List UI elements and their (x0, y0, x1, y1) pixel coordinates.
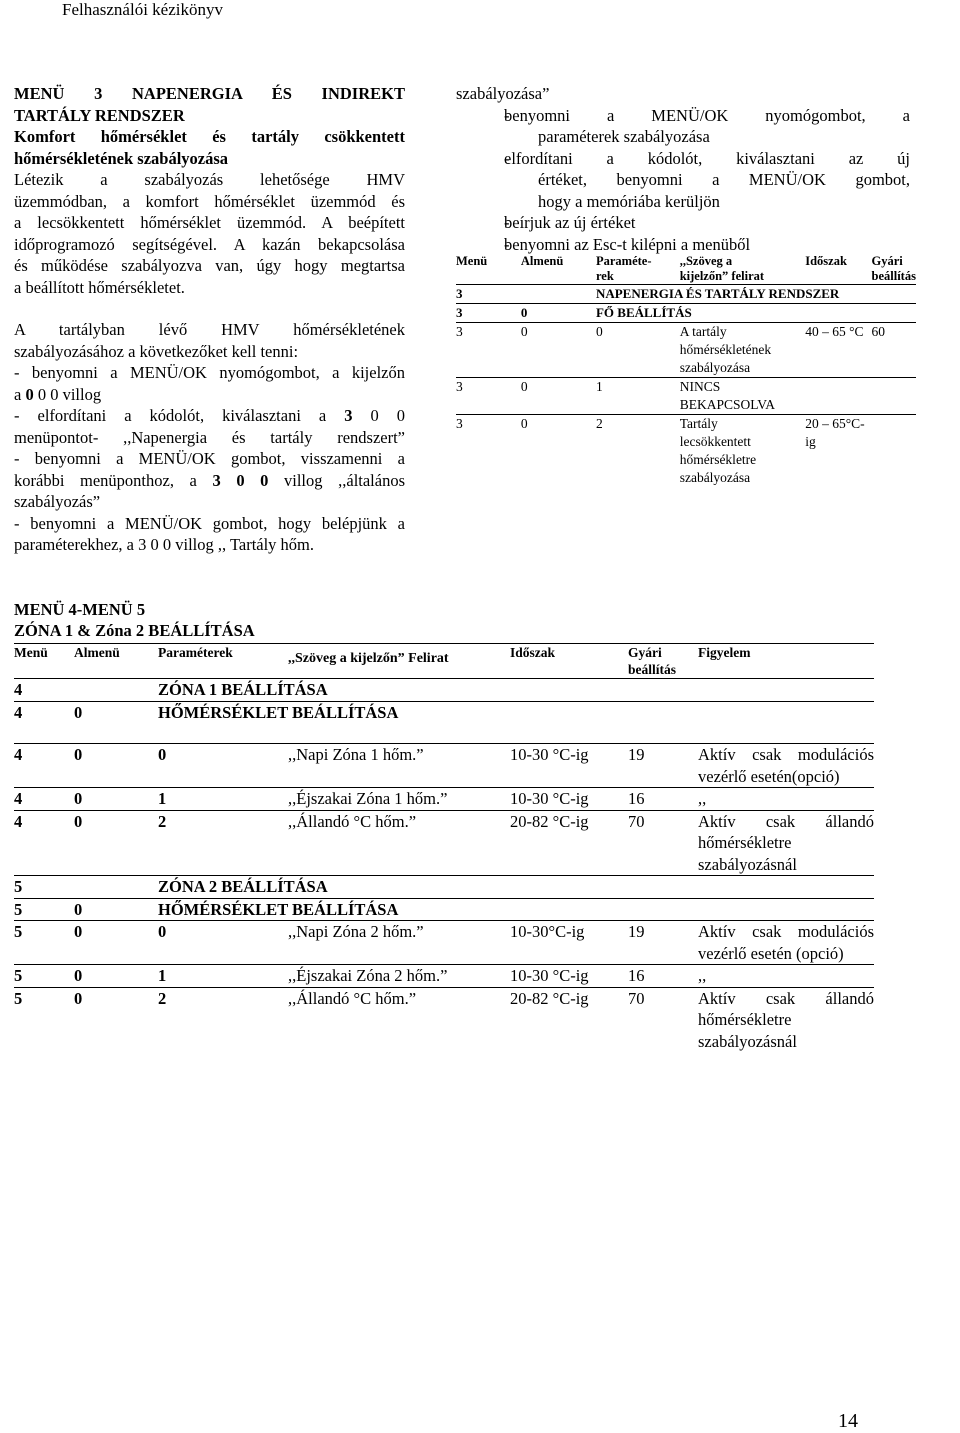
zone-header-row (14, 644, 874, 679)
bottom-title-line1: MENÜ 4-MENÜ 5 (14, 600, 146, 619)
zone-row (14, 701, 874, 723)
cell-menu: 3 (456, 324, 463, 339)
cell-almenu: 0 (74, 701, 158, 723)
cell-menu: 4 (14, 788, 74, 811)
cell-param: 1 (158, 965, 288, 988)
menu3-table (456, 254, 916, 487)
cell-param: 2 (158, 810, 288, 876)
cell-note: Aktív csak modulációs vezérlő esetén (opció) (698, 922, 874, 963)
cell-almenu: 0 (74, 921, 158, 965)
cell-almenu: 0 (74, 898, 158, 921)
section-subtitle: Komfort hőmérséklet és tartály csökkentett (14, 127, 405, 146)
text-line: Létezik a szabályozás lehetősége HMV (14, 170, 405, 189)
text-line: - benyomni a MENÜ/OK gombot, visszamenni a (14, 449, 405, 468)
intro-paragraph (14, 169, 405, 298)
list-item-text: benyomni a MENÜ/OK nyomógombot, a (504, 105, 910, 125)
cell-almenu: 0 (74, 744, 158, 788)
bullet-dash (456, 126, 538, 148)
cell-param: 0 (595, 324, 603, 339)
header-menu: Menü (14, 644, 74, 679)
text-line: a beállított hőmérsékletet. (14, 277, 185, 297)
table-row (456, 415, 916, 488)
cell-menu: 4 (14, 744, 74, 788)
text-line: A tartályban lévő HMV hőmérsékletének (14, 320, 405, 339)
cell-param: 2 (595, 416, 603, 431)
cell-heading: HŐMÉRSÉKLET BEÁLLÍTÁSA (158, 701, 874, 723)
cell-almenu: 0 (520, 305, 528, 320)
text-line: időprogramozó segítségével. A kazán bekapcsolása (14, 234, 405, 254)
zone-table (14, 643, 874, 1052)
text-line: paraméterekhez, a 3 0 0 villog ,, Tartály hőm. (14, 535, 315, 554)
cell-note: Aktív csak állandó hőmérsékletre szabályozásnál (698, 811, 874, 874)
cell-default: 60 (871, 324, 886, 339)
cell-almenu: 0 (74, 965, 158, 988)
text-line: a 0 0 0 villog (14, 384, 102, 404)
cell-heading: ZÓNA 2 BEÁLLÍTÁSA (158, 876, 874, 899)
cell-menu: 5 (14, 987, 74, 1052)
cell-text: A tartály hőmérsékletének szabályozása (679, 324, 772, 375)
cell-menu: 5 (14, 898, 74, 921)
text-line: - elfordítani a kódolót, kiválasztani a 3 0 0 (14, 406, 405, 425)
cell-param: 2 (158, 987, 288, 1052)
cell-param: 1 (595, 379, 603, 394)
cell-default: 19 (628, 921, 698, 965)
table-header-row (456, 254, 916, 285)
cell-period: 40 – 65 °C (805, 324, 864, 339)
text-line: szabályozás” (14, 492, 101, 511)
zone-row (14, 744, 874, 788)
cell-note: ,, (698, 788, 874, 811)
step-list (456, 105, 910, 256)
header-period: Időszak (510, 644, 628, 679)
cell-text: ,,Állandó °C hőm.” (288, 987, 510, 1052)
header-param: Paraméterek (158, 644, 288, 679)
zone-row (14, 898, 874, 921)
cell-period: 20-82 °C-ig (510, 987, 628, 1052)
cell-almenu (521, 285, 596, 304)
cell-text: FŐ BEÁLLÍTÁS (595, 305, 692, 320)
cell-default: 19 (628, 744, 698, 788)
list-item (456, 212, 910, 234)
cell-text: ,,Napi Zóna 2 hőm.” (288, 921, 510, 965)
page-number: 14 (838, 1410, 858, 1432)
cell-almenu: 0 (520, 416, 528, 431)
cell-menu: 4 (14, 810, 74, 876)
cell-almenu: 0 (520, 379, 528, 394)
cell-default: 16 (628, 965, 698, 988)
list-item (456, 191, 910, 213)
text-line: korábbi menüponthoz, a 3 0 0 villog ,,általános (14, 470, 406, 490)
zone-row (14, 965, 874, 988)
bullet-dash (456, 169, 538, 191)
continued-text: szabályozása” (456, 84, 550, 103)
cell-menu: 4 (14, 679, 74, 702)
cell-almenu: 0 (74, 788, 158, 811)
cell-menu: 5 (14, 876, 74, 899)
header-text: ,,Szöveg a kijelzőn” Felirat (288, 644, 510, 679)
list-item (456, 148, 910, 170)
text-line: - benyomni a MENÜ/OK nyomógombot, a kijelzőn (14, 363, 405, 382)
cell-almenu: 0 (74, 810, 158, 876)
cell-menu: 3 (456, 305, 463, 320)
cell-period: 20-82 °C-ig (510, 810, 628, 876)
list-item-text: benyomni az Esc-t kilépni a menüből (504, 234, 751, 254)
table-row (456, 285, 916, 304)
bullet-dash (456, 191, 538, 213)
list-item-text: elfordítani a kódolót, kiválasztani az új (504, 148, 910, 168)
table-row (456, 323, 916, 378)
cell-text: ,,Éjszakai Zóna 1 hőm.” (288, 788, 510, 811)
list-item-text: hogy a memóriába kerüljön (538, 191, 720, 211)
text-line: és működése szabályozva van, úgy hogy megtartsa (14, 256, 405, 275)
cell-almenu (74, 679, 158, 702)
list-item (456, 126, 910, 148)
cell-menu: 4 (14, 701, 74, 723)
cell-period: 10-30 °C-ig (510, 965, 628, 988)
instructions-paragraph (14, 319, 405, 556)
cell-menu: 3 (456, 379, 463, 394)
cell-default (872, 378, 916, 415)
cell-text: NINCS BEKAPCSOLVA (679, 379, 775, 412)
zone-row (14, 679, 874, 702)
bullet-dash (456, 148, 504, 170)
cell-note: Aktív csak állandó hőmérsékletre szabályozásnál (698, 988, 874, 1051)
text-line: üzemmódban, a komfort hőmérséklet üzemmód és (14, 191, 405, 211)
list-item-text: értéket, benyomni a MENÜ/OK gombot, (538, 170, 910, 189)
list-item (456, 105, 910, 127)
header-almenu: Almenü (74, 644, 158, 679)
section-subtitle-2: hőmérsékletének szabályozása (14, 148, 229, 168)
header-period: Időszak (805, 254, 847, 268)
bottom-title (14, 599, 255, 641)
list-item (456, 169, 910, 191)
cell-param: 0 (158, 921, 288, 965)
cell-almenu: 0 (520, 324, 528, 339)
zone-row (14, 921, 874, 965)
text-line: szabályozásához a következőket kell tenni: (14, 341, 299, 361)
cell-menu: 5 (14, 921, 74, 965)
cell-heading: ZÓNA 1 BEÁLLÍTÁSA (158, 679, 874, 702)
cell-period (805, 378, 871, 415)
cell-text: ,,Napi Zóna 1 hőm.” (288, 744, 510, 788)
cell-menu: 3 (456, 286, 463, 301)
text-line: a lecsökkentett hőmérséklet üzemmód. A beépített (14, 213, 405, 232)
cell-note: ,, (698, 965, 874, 988)
bullet-dash (456, 105, 504, 127)
cell-menu: 5 (14, 965, 74, 988)
header-almenu: Almenü (520, 254, 564, 268)
header-menu: Menü (456, 254, 488, 268)
cell-almenu: 0 (74, 987, 158, 1052)
cell-heading: HŐMÉRSÉKLET BEÁLLÍTÁSA (158, 898, 874, 921)
zone-row (14, 788, 874, 811)
spacer-row (14, 723, 874, 744)
list-item-text: beírjuk az új értéket (504, 213, 636, 232)
cell-param: 1 (158, 788, 288, 811)
cell-text: Tartály lecsökkentett hőmérsékletre szabályozása (679, 416, 757, 485)
cell-text: NAPENERGIA ÉS TARTÁLY RENDSZER (595, 286, 840, 301)
header-param: Paraméte- rek (595, 254, 652, 283)
section-title: MENÜ 3 NAPENERGIA ÉS INDIREKT (14, 84, 405, 103)
zone-row (14, 810, 874, 876)
left-column (14, 83, 405, 556)
bullet-dash (456, 234, 504, 256)
header-default: Gyári beállítás (628, 644, 698, 679)
cell-almenu (74, 876, 158, 899)
cell-period: 10-30 °C-ig (510, 744, 628, 788)
bullet-dash (456, 212, 504, 234)
bottom-title-line2: ZÓNA 1 & Zóna 2 BEÁLLÍTÁSA (14, 621, 255, 640)
text-line: menüpontot- ,,Napenergia és tartály rendszert” (14, 427, 405, 447)
cell-param: 0 (158, 744, 288, 788)
zone-row (14, 987, 874, 1052)
page-header: Felhasználói kézikönyv (62, 0, 223, 19)
text-line: - benyomni a MENÜ/OK gombot, hogy belépjünk a (14, 513, 405, 533)
header-note: Figyelem (698, 644, 874, 679)
cell-default: 70 (628, 810, 698, 876)
cell-default (872, 415, 916, 488)
cell-menu: 3 (456, 416, 463, 431)
header-default: Gyári beállítás (871, 254, 916, 283)
cell-note: Aktív csak modulációs vezérlő esetén(opció) (698, 745, 874, 786)
cell-period: 10-30°C-ig (510, 921, 628, 965)
table-row (456, 378, 916, 415)
cell-default: 70 (628, 987, 698, 1052)
list-item (456, 234, 910, 256)
cell-period: 10-30 °C-ig (510, 788, 628, 811)
header-text: ,,Szöveg a kijelzőn” felirat (679, 254, 765, 283)
section-title-2: TARTÁLY RENDSZER (14, 105, 185, 125)
cell-period: 20 – 65°C-ig (805, 416, 865, 449)
zone-row (14, 876, 874, 899)
cell-default: 16 (628, 788, 698, 811)
table-row (456, 304, 916, 323)
list-item-text: paraméterek szabályozása (538, 127, 710, 146)
right-column (456, 83, 910, 255)
cell-text: ,,Éjszakai Zóna 2 hőm.” (288, 965, 510, 988)
cell-text: ,,Állandó °C hőm.” (288, 810, 510, 876)
